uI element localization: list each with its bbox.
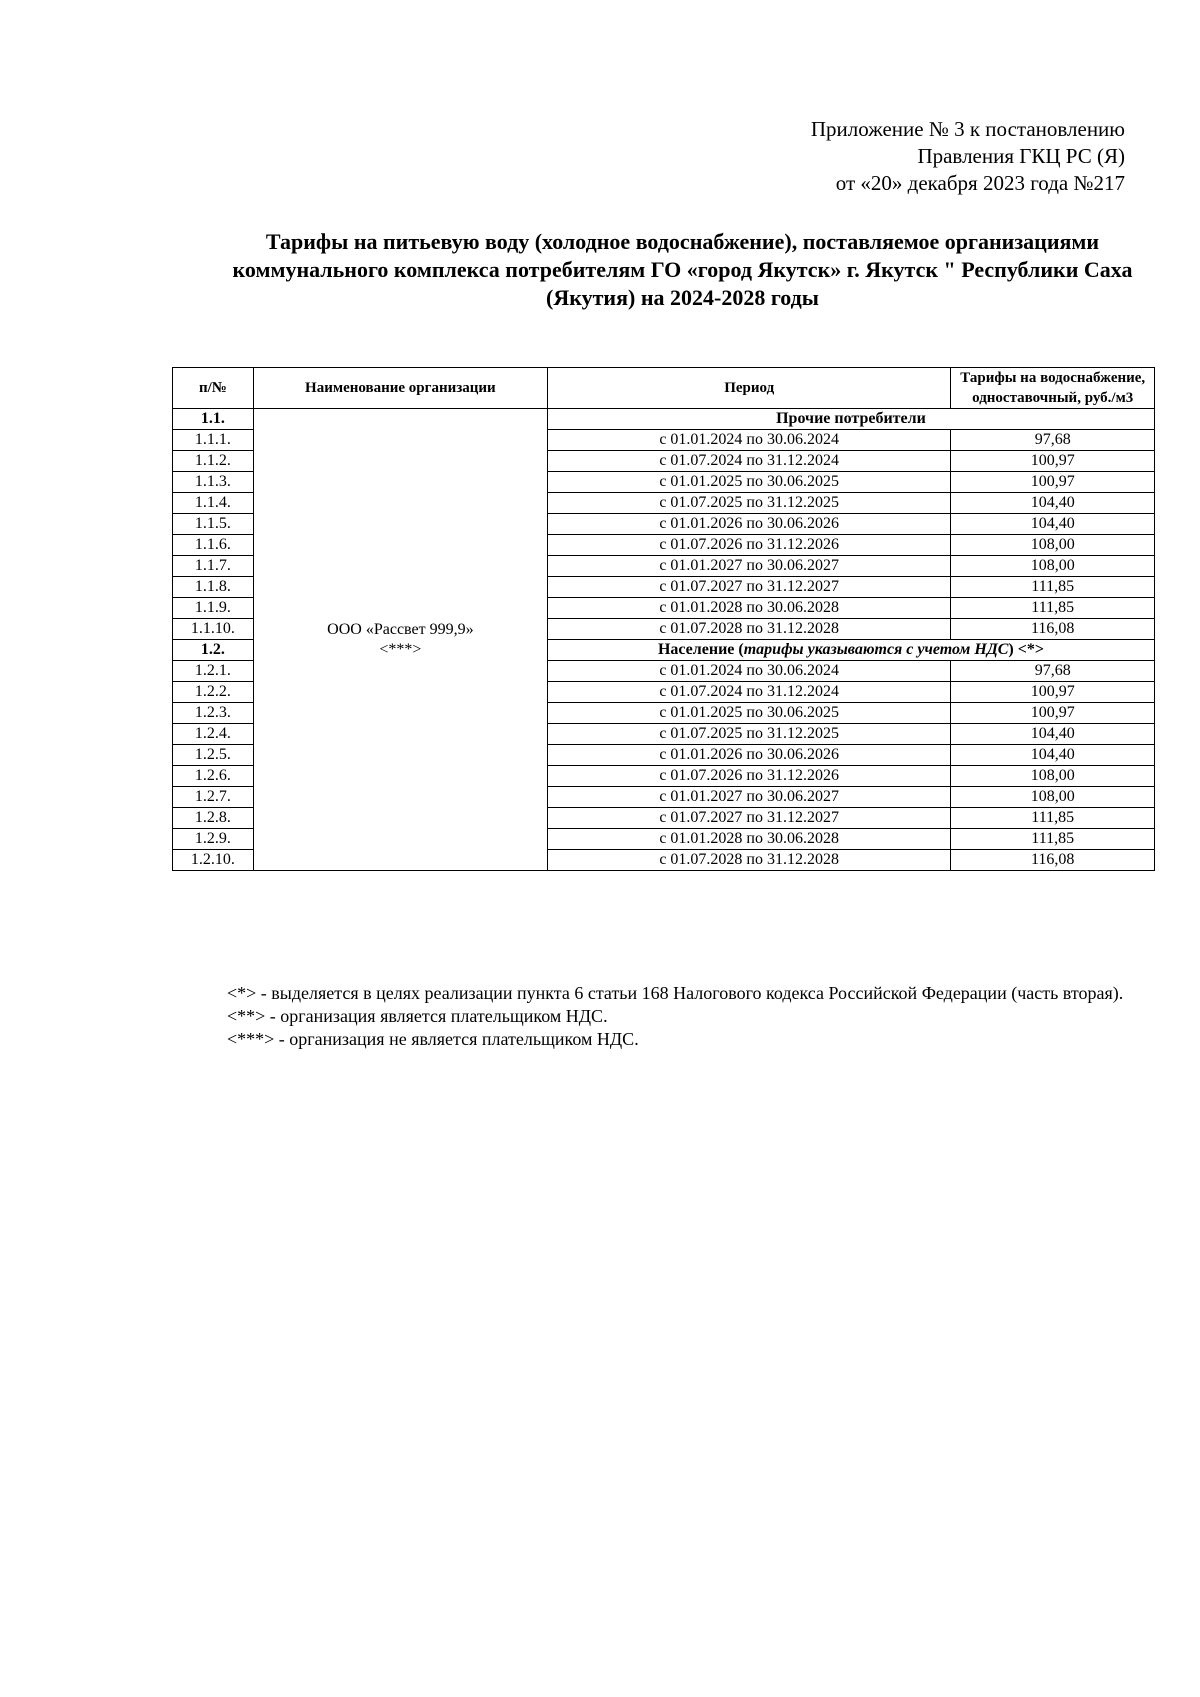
column-header-period: Период bbox=[547, 368, 950, 409]
row-num: 1.1.2. bbox=[173, 451, 254, 472]
row-num: 1.1.3. bbox=[173, 472, 254, 493]
row-period: с 01.07.2026 по 31.12.2026 bbox=[547, 766, 950, 787]
row-tariff: 111,85 bbox=[951, 808, 1155, 829]
row-period: с 01.01.2027 по 30.06.2027 bbox=[547, 787, 950, 808]
organization-cell bbox=[253, 409, 547, 871]
footnote-3: <***> - организация не является плательщиком НДС. bbox=[227, 1029, 639, 1049]
row-num: 1.1.1. bbox=[173, 430, 254, 451]
footnote-1: <*> - выделяется в целях реализации пункта 6 статьи 168 Налогового кодекса Российской Федерации (часть вторая). bbox=[227, 983, 1124, 1003]
row-num: 1.1.10. bbox=[173, 619, 254, 640]
row-num: 1.2.9. bbox=[173, 829, 254, 850]
row-tariff: 116,08 bbox=[951, 850, 1155, 871]
row-tariff: 108,00 bbox=[951, 787, 1155, 808]
row-tariff: 100,97 bbox=[951, 451, 1155, 472]
row-period: с 01.01.2025 по 30.06.2025 bbox=[547, 472, 950, 493]
column-header-org: Наименование организации bbox=[253, 368, 547, 409]
section-num: 1.1. bbox=[173, 409, 254, 430]
row-num: 1.2.8. bbox=[173, 808, 254, 829]
row-tariff: 116,08 bbox=[951, 619, 1155, 640]
document-header bbox=[811, 116, 1125, 197]
row-period: с 01.07.2027 по 31.12.2027 bbox=[547, 808, 950, 829]
row-period: с 01.07.2027 по 31.12.2027 bbox=[547, 577, 950, 598]
organization-mark: <***> bbox=[379, 640, 422, 658]
row-period: с 01.01.2028 по 30.06.2028 bbox=[547, 829, 950, 850]
row-num: 1.1.8. bbox=[173, 577, 254, 598]
row-num: 1.2.3. bbox=[173, 703, 254, 724]
section-label bbox=[547, 640, 1154, 661]
footnote-2: <**> - организация является плательщиком НДС. bbox=[227, 1006, 608, 1026]
row-period: с 01.07.2026 по 31.12.2026 bbox=[547, 535, 950, 556]
document-title: Тарифы на питьевую воду (холодное водоснабжение), поставляемое организациями коммунального комплекса потребителям ГО «город Якутск» г. Якутск " Республики Саха (Якутия) на 2024-2028 годы bbox=[232, 229, 1133, 310]
table-body bbox=[173, 409, 1155, 871]
section-label-italic: тарифы указываются с учетом НДС bbox=[743, 641, 1009, 658]
row-period: с 01.01.2026 по 30.06.2026 bbox=[547, 745, 950, 766]
row-tariff: 104,40 bbox=[951, 724, 1155, 745]
row-tariff: 104,40 bbox=[951, 493, 1155, 514]
row-tariff: 111,85 bbox=[951, 829, 1155, 850]
header-line-2: Правления ГКЦ РС (Я) bbox=[917, 144, 1125, 168]
row-period: с 01.07.2028 по 31.12.2028 bbox=[547, 619, 950, 640]
header-line-1: Приложение № 3 к постановлению bbox=[810, 117, 1125, 141]
row-num: 1.2.5. bbox=[173, 745, 254, 766]
row-tariff: 108,00 bbox=[951, 556, 1155, 577]
organization-name: ООО «Рассвет 999,9» bbox=[327, 620, 474, 638]
footnotes bbox=[172, 982, 1155, 1051]
row-num: 1.2.6. bbox=[173, 766, 254, 787]
row-num: 1.2.4. bbox=[173, 724, 254, 745]
column-header-num: п/№ bbox=[173, 368, 254, 409]
row-tariff: 108,00 bbox=[951, 766, 1155, 787]
row-period: с 01.01.2024 по 30.06.2024 bbox=[547, 661, 950, 682]
row-period: с 01.07.2028 по 31.12.2028 bbox=[547, 850, 950, 871]
section-row-other bbox=[173, 409, 1155, 430]
section-label-prefix: Население ( bbox=[657, 641, 744, 658]
row-num: 1.1.6. bbox=[173, 535, 254, 556]
section-label: Прочие потребители bbox=[547, 409, 1154, 430]
column-header-tariff: Тарифы на водоснабжение, одноставочный, руб./м3 bbox=[951, 368, 1155, 409]
row-period: с 01.07.2025 по 31.12.2025 bbox=[547, 724, 950, 745]
row-period: с 01.01.2027 по 30.06.2027 bbox=[547, 556, 950, 577]
row-num: 1.1.9. bbox=[173, 598, 254, 619]
table-header-row bbox=[173, 368, 1155, 409]
section-label-suffix: ) <*> bbox=[1008, 641, 1044, 658]
row-period: с 01.07.2024 по 31.12.2024 bbox=[547, 451, 950, 472]
row-tariff: 108,00 bbox=[951, 535, 1155, 556]
row-period: с 01.01.2028 по 30.06.2028 bbox=[547, 598, 950, 619]
row-tariff: 104,40 bbox=[951, 514, 1155, 535]
row-period: с 01.01.2026 по 30.06.2026 bbox=[547, 514, 950, 535]
row-num: 1.1.4. bbox=[173, 493, 254, 514]
row-num: 1.1.5. bbox=[173, 514, 254, 535]
row-period: с 01.07.2025 по 31.12.2025 bbox=[547, 493, 950, 514]
row-tariff: 100,97 bbox=[951, 472, 1155, 493]
row-tariff: 97,68 bbox=[951, 661, 1155, 682]
row-num: 1.1.7. bbox=[173, 556, 254, 577]
header-line-3: от «20» декабря 2023 года №217 bbox=[835, 171, 1125, 195]
row-num: 1.2.10. bbox=[173, 850, 254, 871]
row-period: с 01.07.2024 по 31.12.2024 bbox=[547, 682, 950, 703]
row-tariff: 104,40 bbox=[951, 745, 1155, 766]
row-tariff: 111,85 bbox=[951, 598, 1155, 619]
row-num: 1.2.1. bbox=[173, 661, 254, 682]
row-num: 1.2.7. bbox=[173, 787, 254, 808]
row-num: 1.2.2. bbox=[173, 682, 254, 703]
row-tariff: 111,85 bbox=[951, 577, 1155, 598]
row-tariff: 97,68 bbox=[951, 430, 1155, 451]
tariff-table bbox=[172, 367, 1155, 871]
row-period: с 01.01.2025 по 30.06.2025 bbox=[547, 703, 950, 724]
row-tariff: 100,97 bbox=[951, 682, 1155, 703]
row-period: с 01.01.2024 по 30.06.2024 bbox=[547, 430, 950, 451]
section-num: 1.2. bbox=[173, 640, 254, 661]
row-tariff: 100,97 bbox=[951, 703, 1155, 724]
